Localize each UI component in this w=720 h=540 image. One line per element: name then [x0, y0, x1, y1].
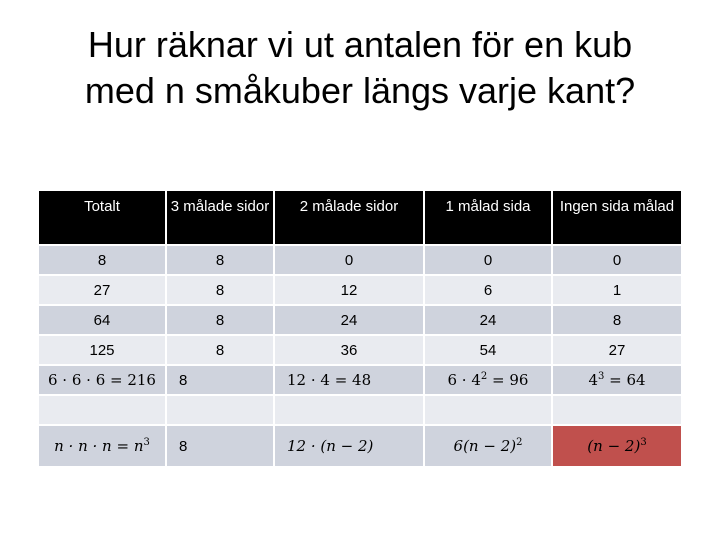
cell-three: 8 — [167, 304, 273, 334]
formula-two-n: 12 · (n − 2) — [275, 424, 423, 466]
title-line-1: Hur räknar vi ut antalen för en kub — [87, 24, 633, 65]
table-row-formula-6 — [39, 364, 681, 394]
cell-three: 8 — [167, 424, 273, 466]
formula-two-6: 12 · 4 = 48 — [275, 364, 423, 394]
table-row-empty — [39, 394, 681, 424]
cell-one: 6 — [425, 274, 551, 304]
table-row — [39, 244, 681, 274]
table-row — [39, 334, 681, 364]
empty-cell — [425, 394, 551, 424]
cell-three: 8 — [167, 274, 273, 304]
empty-cell — [39, 394, 165, 424]
table-row-formula-n — [39, 424, 681, 466]
cell-none: 0 — [553, 244, 681, 274]
cell-three: 8 — [167, 364, 273, 394]
cell-two: 0 — [275, 244, 423, 274]
cell-two: 24 — [275, 304, 423, 334]
cube-count-table — [37, 191, 683, 466]
cell-three: 8 — [167, 244, 273, 274]
formula-one-n: $6(n - 2)^2$ — [425, 424, 551, 466]
header-two-painted: 2 målade sidor — [275, 191, 423, 244]
cell-three: 8 — [167, 334, 273, 364]
cell-one: 24 — [425, 304, 551, 334]
cell-total: 125 — [39, 334, 165, 364]
header-none-painted: Ingen sida målad — [553, 191, 681, 244]
header-three-painted: 3 målade sidor — [167, 191, 273, 244]
slide-title — [0, 22, 720, 114]
cell-two: 12 — [275, 274, 423, 304]
formula-total-6: 6 · 6 · 6 = 216 — [39, 364, 165, 394]
cell-two: 36 — [275, 334, 423, 364]
formula-one-6: $6 \cdot 4^2 = 96$ — [425, 364, 551, 394]
formula-total-n: $n \cdot n \cdot n = n^3$ — [39, 424, 165, 466]
formula-none-6: $4^3 = 64$ — [553, 364, 681, 394]
cell-none: 1 — [553, 274, 681, 304]
empty-cell — [167, 394, 273, 424]
header-row — [39, 191, 681, 244]
cell-one: 0 — [425, 244, 551, 274]
cell-none: 27 — [553, 334, 681, 364]
cell-total: 64 — [39, 304, 165, 334]
title-line-2: med n småkuber längs varje kant? — [84, 70, 636, 111]
formula-none-n-highlighted: $(n - 2)^3$ — [553, 424, 681, 466]
header-total: Totalt — [39, 191, 165, 244]
cell-total: 8 — [39, 244, 165, 274]
table-row — [39, 274, 681, 304]
cell-one: 54 — [425, 334, 551, 364]
empty-cell — [275, 394, 423, 424]
header-one-painted: 1 målad sida — [425, 191, 551, 244]
cell-total: 27 — [39, 274, 165, 304]
empty-cell — [553, 394, 681, 424]
table-row — [39, 304, 681, 334]
cell-none: 8 — [553, 304, 681, 334]
